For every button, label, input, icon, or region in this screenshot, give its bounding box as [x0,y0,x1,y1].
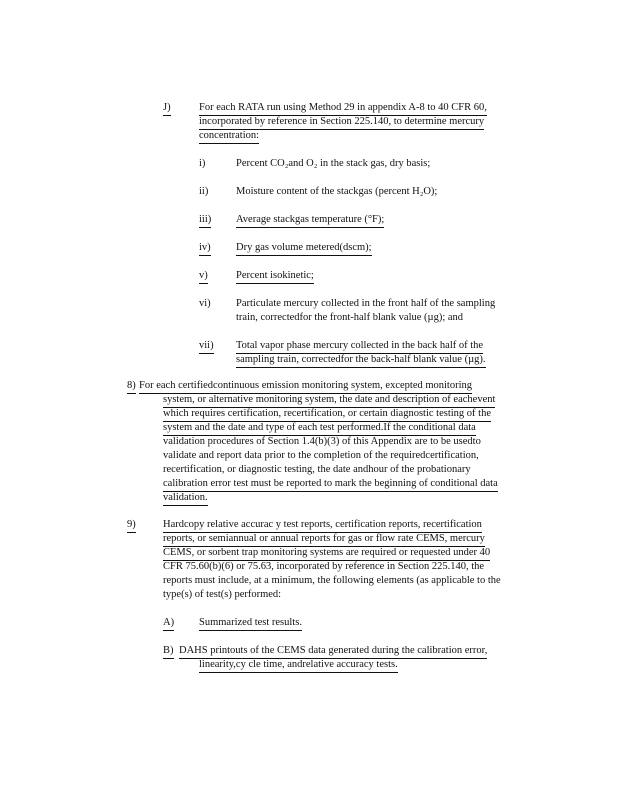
subitem-label-A: A) [163,616,174,631]
p8-line-7: recertification, or diagnostic testing, the date andhour of the probationary [163,464,471,475]
subitem-label-iii: iii) [199,213,211,228]
p9-line-2: reports, or semiannual or annual reports for gas or flow rate CEMS, mercury [163,532,485,547]
subitem-text-iv: Dry gas volume metered(dscm); [236,241,372,256]
subitem-text-vii-1: Total vapor phase mercury collected in the back half of the [236,339,483,354]
subitem-text-ii: Moisture content of the stackgas (percent H₂O); [236,186,438,197]
p8-line-4: system and the date and type of each test performed.If the conditional data [163,421,476,436]
subitem-label-vii: vii) [199,339,214,354]
p8-line-9: validation. [163,491,208,506]
p8-line-1: For each certifiedcontinuous emission monitoring system, excepted monitoring [139,379,472,394]
subitem-text-vii-2: sampling train, correctedfor the back-half blank value (µg). [236,353,486,368]
p9-line-6: type(s) of test(s) performed: [163,589,282,600]
subitem-label-vi: vi) [199,298,211,309]
p8-line-2: system, or alternative monitoring system, the date and description of eachevent [163,393,495,408]
subitem-text-i: Percent CO₂and O₂ in the stack gas, dry basis; [236,158,431,169]
p8-line-5: validation procedures of Section 1.4(b)(3) of this Appendix are to be usedto [163,436,481,447]
item-label-9: 9) [127,518,136,533]
J-line-1: For each RATA run using Method 29 in appendix A-8 to 40 CFR 60, [199,101,487,116]
p9-line-3: CEMS, or sorbent trap monitoring systems are required or requested under 40 [163,546,490,561]
J-line-3: concentration: [199,129,259,144]
subitem-label-ii: ii) [199,186,209,197]
J-line-2: incorporated by reference in Section 225.140, to determine mercury [199,115,484,130]
subitem-label-i: i) [199,158,206,169]
p8-line-8: calibration error test must be reported to mark the beginning of conditional data [163,477,498,492]
subitem-text-vi-2: train, correctedfor the front-half blank value (µg); and [236,312,464,323]
subitem-text-B-2: linearity,cy cle time, andrelative accuracy tests. [199,658,398,673]
subitem-label-B: B) [163,644,174,659]
item-label-J: J) [163,101,171,116]
p9-line-5: reports must include, at a minimum, the following elements (as applicable to the [163,575,501,586]
p8-line-6: validate and report data prior to the completion of the requiredcertification, [163,450,479,461]
subitem-text-v: Percent isokinetic; [236,269,314,284]
subitem-text-iii: Average stackgas temperature (°F); [236,213,384,228]
subitem-text-A: Summarized test results. [199,616,302,631]
p9-line-4: CFR 75.60(b)(6) or 75.63, incorporated by reference in Section 225.140, the [163,561,485,572]
subitem-label-v: v) [199,269,208,284]
p8-line-3: which requires certification, recertification, or certain diagnostic testing of the [163,407,491,422]
p9-line-1: Hardcopy relative accurac y test reports, certification reports, recertification [163,518,482,533]
subitem-label-iv: iv) [199,241,211,256]
subitem-text-B-1: DAHS printouts of the CEMS data generated during the calibration error, [179,644,487,659]
item-label-8: 8) [127,379,136,394]
subitem-text-vi-1: Particulate mercury collected in the front half of the sampling [236,298,496,309]
